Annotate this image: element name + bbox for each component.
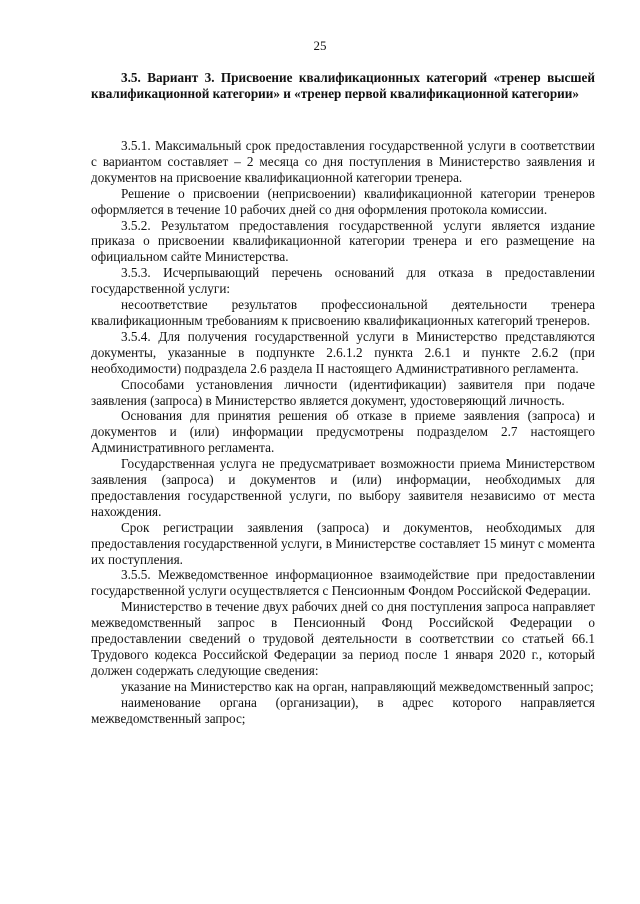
- paragraph-identification: Способами установления личности (идентификации) заявителя при подаче заявления (запроса) в Министерство является документ, удостоверяющий личность.: [91, 376, 595, 408]
- paragraph-extraterritorial: Государственная услуга не предусматривает возможности приема Министерством заявления (запроса) и документов и (или) информации, необходимых для предоставления государственной услуги, по выбору заявителя независимо от места нахождения.: [91, 456, 595, 519]
- paragraph-request-item-recipient: наименование органа (организации), в адрес которого направляется межведомственный запрос;: [91, 694, 595, 726]
- paragraph-3-5-1: 3.5.1. Максимальный срок предоставления государственной услуги в соответствии с вариантом составляет – 2 месяца со дня поступления в Министерство заявления и документов на присвоение квалификационной категории тренера.: [91, 138, 595, 185]
- paragraph-3-5-5: 3.5.5. Межведомственное информационное взаимодействие при предоставлении государственной услуги осуществляется с Пенсионным Фондом Российской Федерации.: [91, 567, 595, 599]
- paragraph-3-5-2: 3.5.2. Результатом предоставления государственной услуги является издание приказа о присвоении квалификационной категории тренера и его размещение на официальном сайте Министерства.: [91, 217, 595, 265]
- paragraph-request-item-ministry: указание на Министерство как на орган, направляющий межведомственный запрос;: [121, 678, 594, 694]
- paragraph-3-5-4: 3.5.4. Для получения государственной услуги в Министерство представляются документы, указанные в подпункте 2.6.1.2 пункта 2.6.1 и пункте 2.6.2 (при необходимости) подраздела 2.6 раздела II настоящего Административного регламента.: [91, 328, 595, 376]
- section-heading: 3.5. Вариант 3. Присвоение квалификационных категорий «тренер высшей квалификационной категории» и «тренер первой квалификационной категории»: [91, 70, 595, 101]
- section-body: [91, 138, 595, 727]
- page-number: 25: [313, 38, 327, 53]
- paragraph-3-5-3: 3.5.3. Исчерпывающий перечень оснований для отказа в предоставлении государственной услуги:: [91, 265, 595, 297]
- paragraph-registration-term: Срок регистрации заявления (запроса) и документов, необходимых для предоставления государственной услуги, в Министерстве составляет 15 минут с момента их поступления.: [91, 519, 595, 567]
- paragraph-refusal-ground: несоответствие результатов профессиональной деятельности тренера квалификационным требованиям к присвоению квалификационных категорий тренеров.: [91, 297, 595, 328]
- paragraph-decision-term: Решение о присвоении (неприсвоении) квалификационной категории тренеров оформляется в течение 10 рабочих дней со дня оформления протокола комиссии.: [91, 185, 595, 217]
- paragraph-interagency-request: Министерство в течение двух рабочих дней со дня поступления запроса направляет межведомственный запрос в Пенсионный Фонд Российской Федерации о предоставлении сведений о трудовой деятельности в соответствии со статьей 66.1 Трудового кодекса Российской Федерации за период после 1 января 2020 г., который должен содержать следующие сведения:: [91, 599, 595, 678]
- paragraph-refusal-reception: Основания для принятия решения об отказе в приеме заявления (запроса) и документов и (или) информации предусмотрены подразделом 2.7 настоящего Административного регламента.: [91, 408, 595, 456]
